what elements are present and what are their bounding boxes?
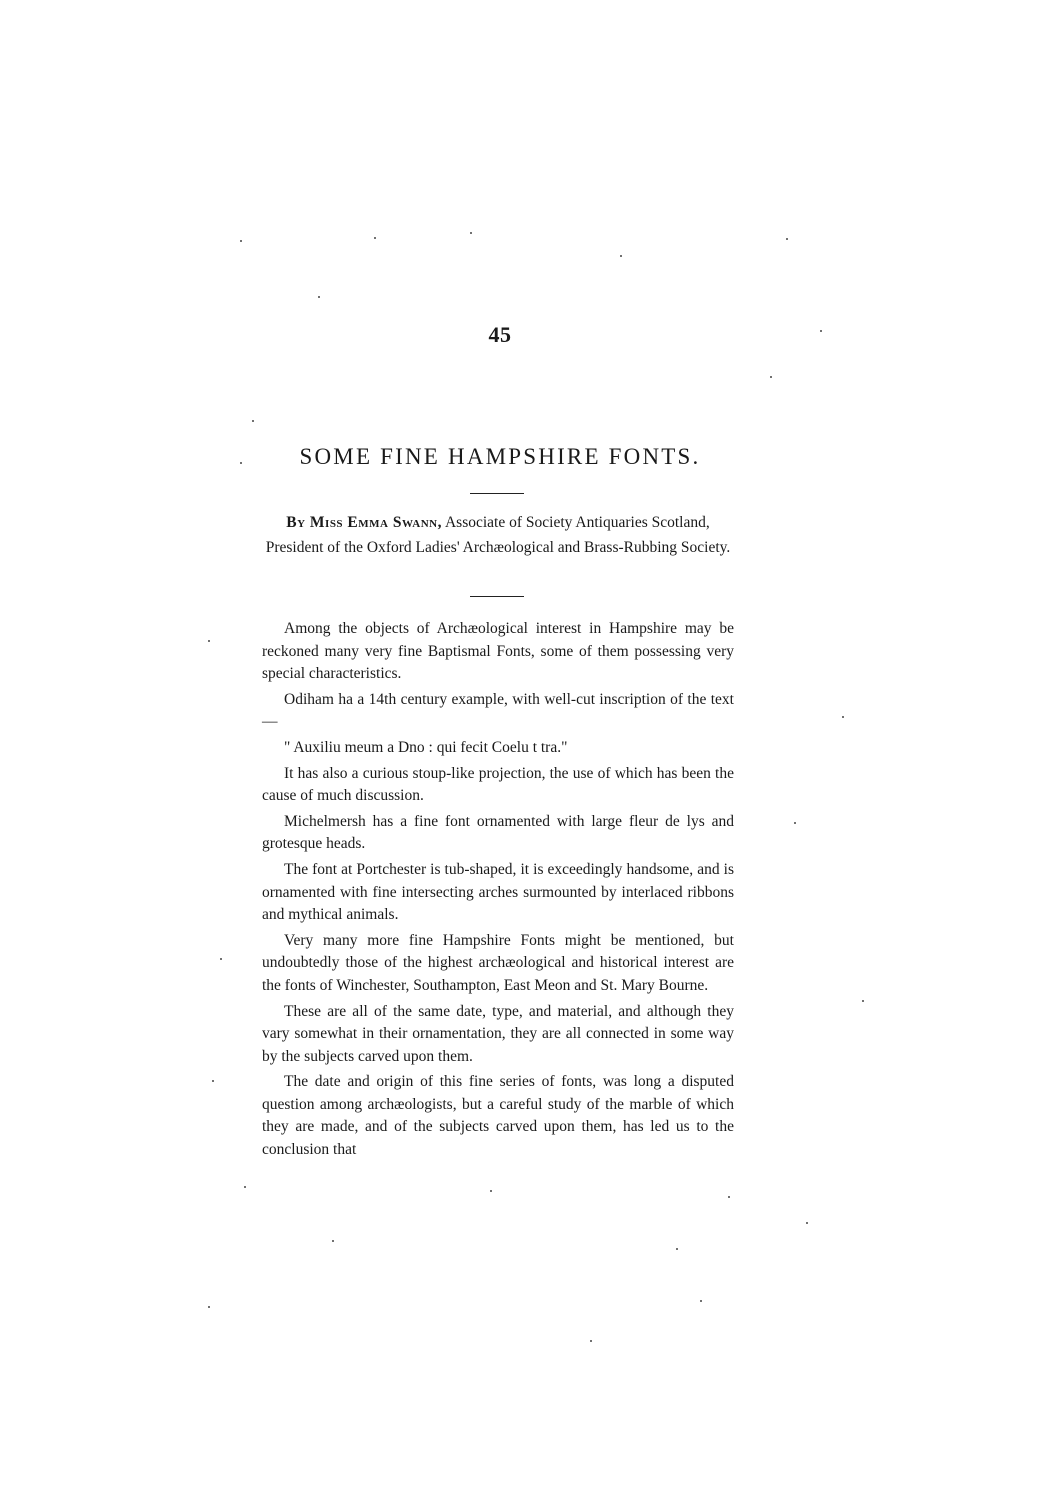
- title-divider: [470, 493, 524, 494]
- paragraph: It has also a curious stoup-like projection, the use of which has been the cause of much discussion.: [262, 764, 734, 805]
- paragraph: Michelmersh has a fine font ornamented with large fleur de lys and grotesque heads.: [262, 812, 734, 853]
- speck: [786, 238, 788, 240]
- speck: [240, 240, 242, 242]
- paragraph: These are all of the same date, type, and material, and although they vary somewhat in their ornamentation, they are all connected in some way by the subjects carved upon them.: [262, 1002, 734, 1065]
- paragraph: The font at Portchester is tub-shaped, it is exceedingly handsome, and is ornamented with fine intersecting arches surmounted by interlaced ribbons and mythical animals.: [262, 860, 734, 924]
- speck: [208, 1306, 210, 1308]
- speck: [842, 716, 844, 718]
- inscription-quote: " Auxiliu meum a Dno : qui fecit Coelu t tra.": [284, 738, 568, 756]
- article-title: SOME FINE HAMPSHIRE FONTS.: [299, 444, 701, 469]
- paragraph: Very many more fine Hampshire Fonts might be mentioned, but undoubtedly those of the highest archæological and historical interest are the fonts of Winchester, Southampton, East Meon and St. Mary Bourne.: [262, 931, 734, 994]
- speck: [820, 330, 822, 332]
- paragraph: Odiham ha a 14th century example, with well-cut inscription of the text—: [262, 690, 734, 731]
- speck: [332, 1240, 334, 1242]
- speck: [862, 1000, 864, 1002]
- byline-divider: [470, 596, 524, 597]
- speck: [470, 232, 472, 234]
- speck: [244, 1186, 246, 1188]
- author-credentials: Associate of Society Antiquaries Scotland, President of the Oxford Ladies' Archæological and Brass-Rubbing Society.: [265, 514, 731, 556]
- speck: [220, 958, 222, 960]
- speck: [794, 822, 796, 824]
- speck: [490, 1190, 492, 1192]
- speck: [676, 1248, 678, 1250]
- speck: [806, 1222, 808, 1224]
- author-name: By Miss Emma Swann,: [286, 514, 442, 531]
- speck: [620, 255, 622, 257]
- speck: [700, 1300, 702, 1302]
- speck: [770, 376, 772, 378]
- speck: [212, 1080, 214, 1082]
- paragraph: The date and origin of this fine series of fonts, was long a disputed question among archæologists, but a careful study of the marble of which they are made, and of the subjects carved upon them, has led us to the conclusion that: [262, 1073, 734, 1159]
- speck: [240, 462, 242, 464]
- speck: [252, 420, 254, 422]
- speck: [208, 640, 210, 642]
- speck: [374, 237, 376, 239]
- speck: [318, 296, 320, 298]
- author-byline: [262, 510, 734, 560]
- page-number: 45: [488, 322, 512, 347]
- paragraph: Among the objects of Archæological interest in Hampshire may be reckoned many very fine Baptismal Fonts, some of them possessing very special characteristics.: [262, 620, 734, 683]
- article-body: [262, 618, 734, 1165]
- speck: [728, 1196, 730, 1198]
- speck: [590, 1340, 592, 1342]
